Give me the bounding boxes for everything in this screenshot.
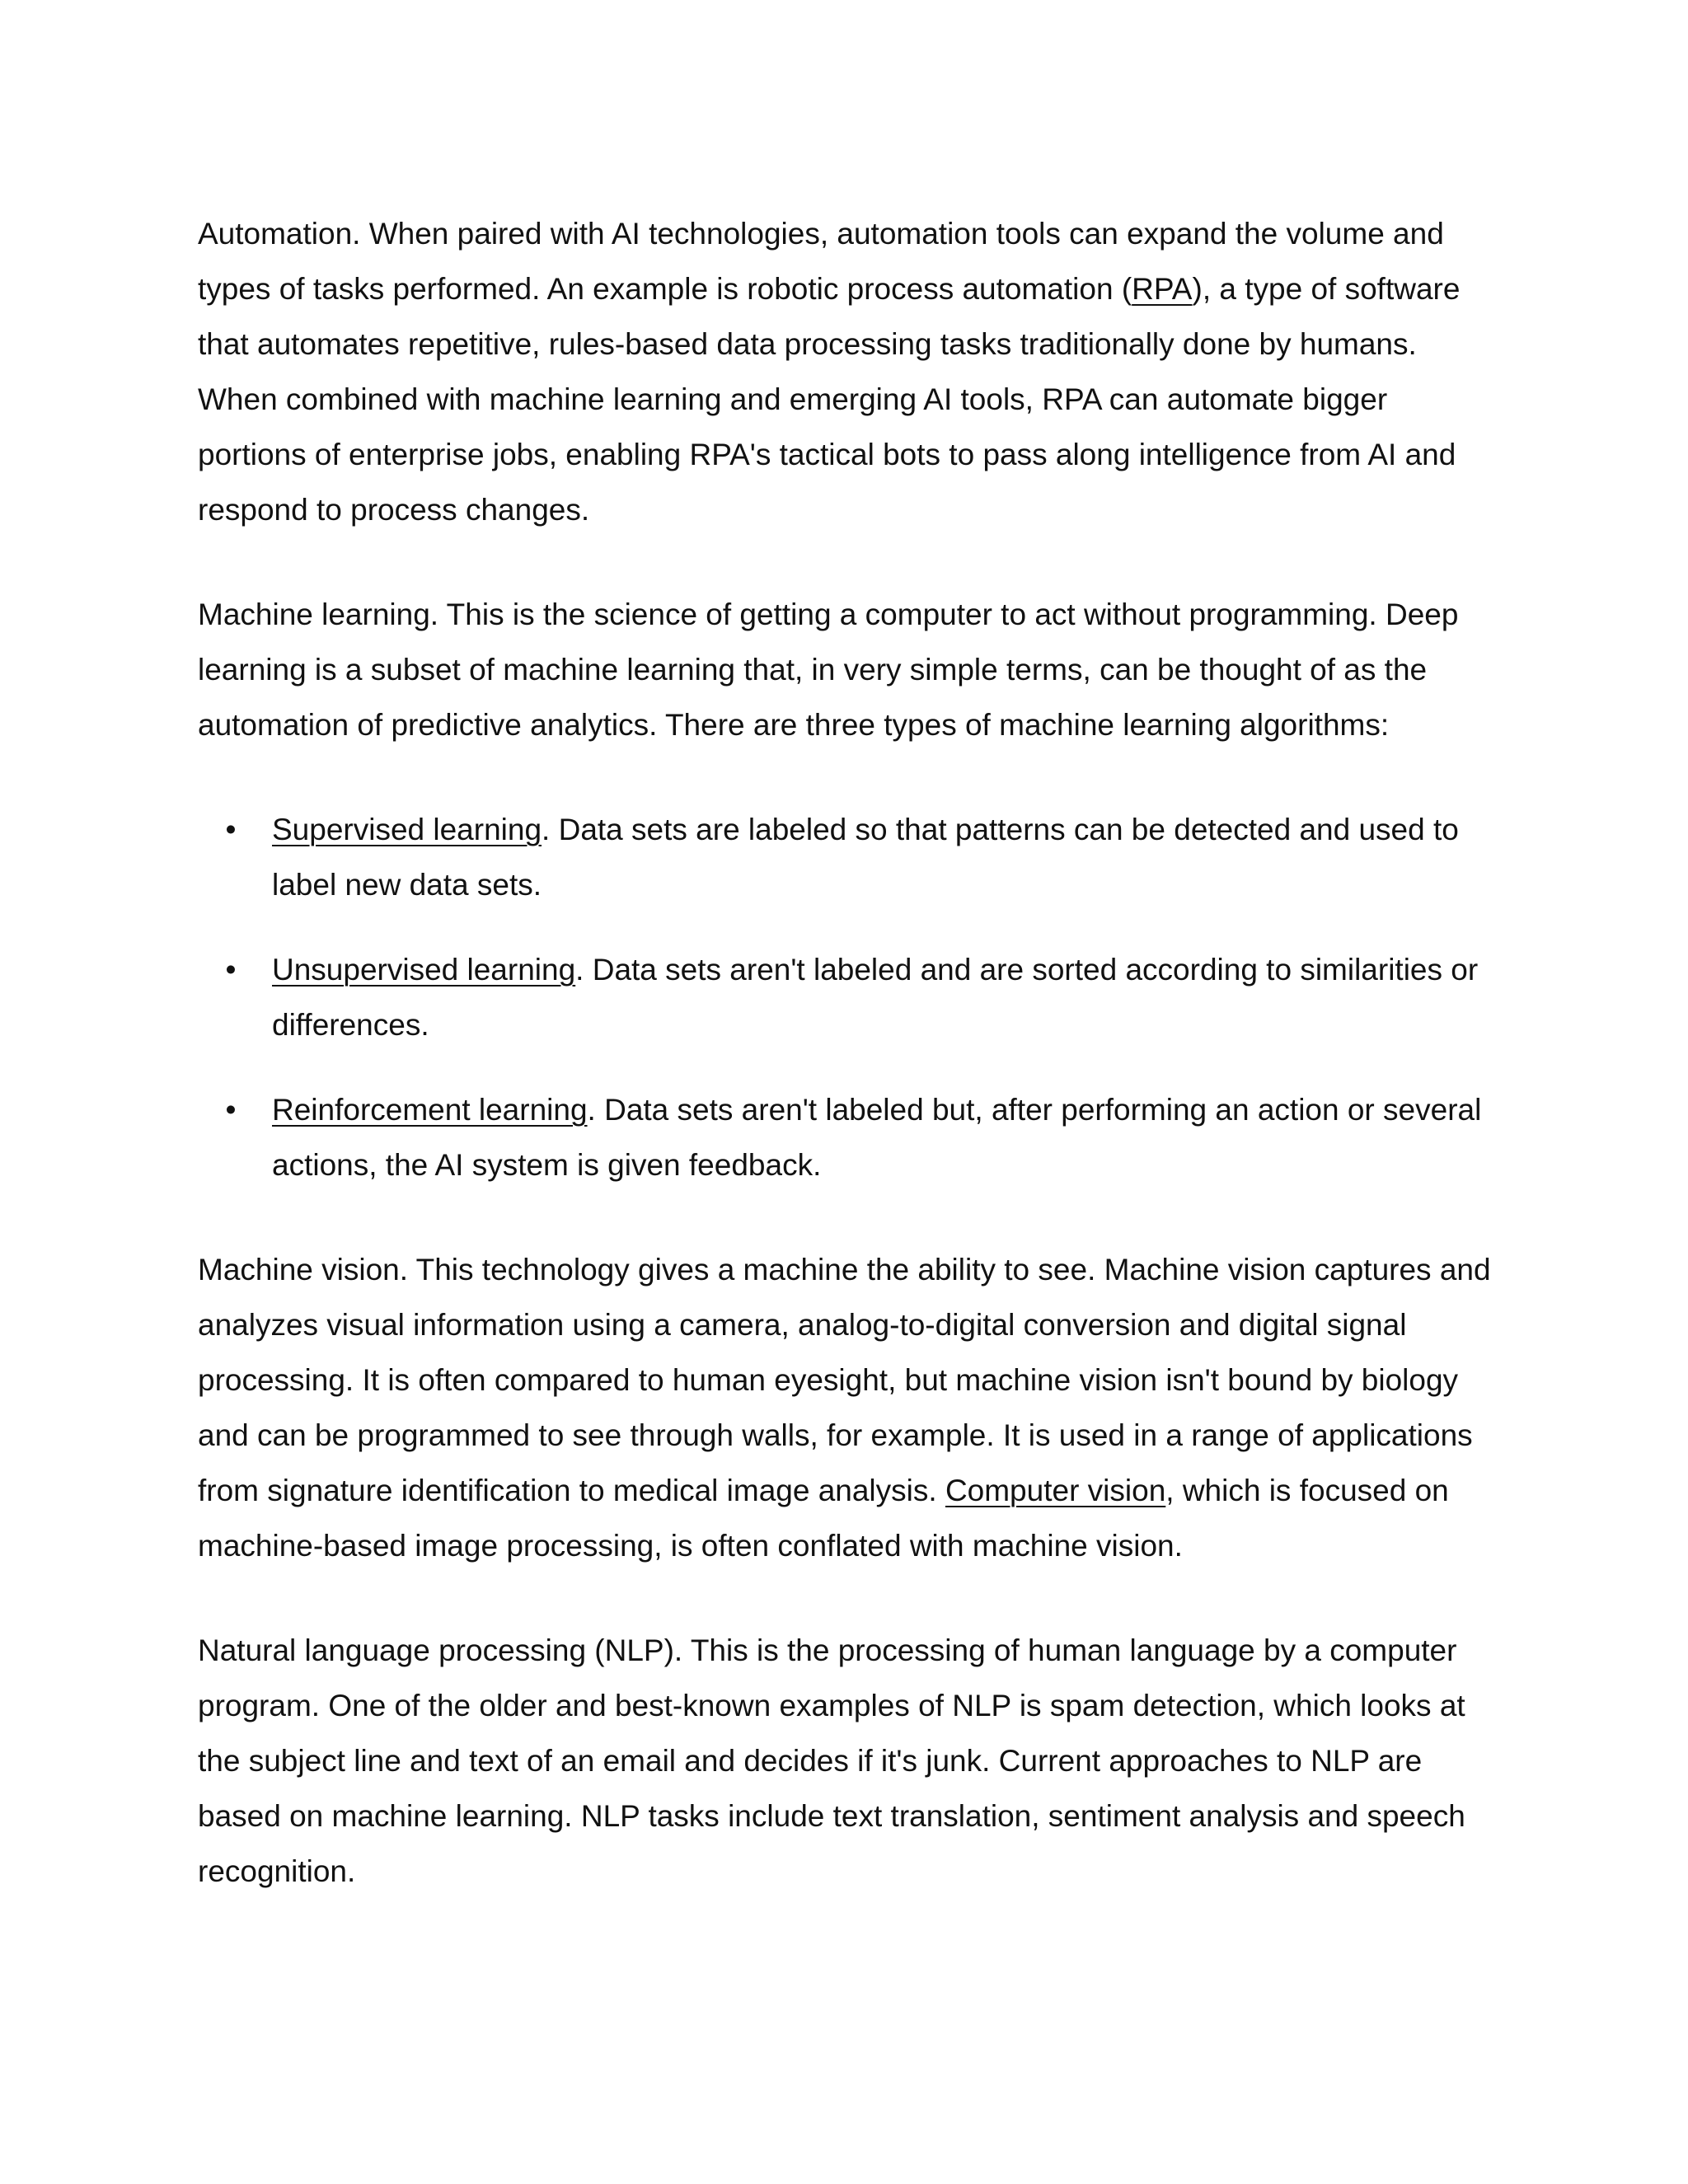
machine-vision-text-after-link: , which is focused on machine-based image processing, is often conflated with machine vision.: [198, 1474, 1449, 1563]
list-item-unsupervised-learning: [198, 942, 1500, 1052]
list-item-supervised-learning: [198, 802, 1500, 912]
machine-vision-text-before-link: Machine vision. This technology gives a machine the ability to see. Machine vision captures and analyzes visual information using a camera, analog-to-digital conversion and digital signal processing. It is often compared to human eyesight, but machine vision isn't bound by biology and can be programmed to see through walls, for example. It is used in a range of applications from signature identification to medical image analysis.: [198, 1253, 1491, 1507]
rpa-link[interactable]: RPA: [1132, 272, 1193, 306]
supervised-learning-description: . Data sets are labeled so that patterns can be detected and used to label new data sets.: [272, 813, 1459, 902]
automation-text-before-link: Automation. When paired with AI technologies, automation tools can expand the volume and types of tasks performed. An example is robotic process automation (: [198, 217, 1444, 306]
machine-learning-paragraph: Machine learning. This is the science of getting a computer to act without programming. Deep learning is a subset of machine learning that, in very simple terms, can be thought of as the automation of predictive analytics. There are three types of machine learning algorithms:: [198, 598, 1459, 742]
machine-vision-paragraph: [198, 1242, 1500, 1573]
supervised-learning-link[interactable]: Supervised learning: [272, 813, 542, 846]
computer-vision-link[interactable]: Computer vision: [945, 1474, 1166, 1507]
reinforcement-learning-link[interactable]: Reinforcement learning: [272, 1093, 588, 1127]
automation-paragraph: [198, 206, 1500, 537]
reinforcement-learning-description: . Data sets aren't labeled but, after performing an action or several actions, the AI system is given feedback.: [272, 1093, 1482, 1182]
nlp-paragraph: Natural language processing (NLP). This is the processing of human language by a computer program. One of the older and best-known examples of NLP is spam detection, which looks at the subject line and text of an email and decides if it's junk. Current approaches to NLP are based on machine learning. NLP tasks include text translation, sentiment analysis and speech recognition.: [198, 1633, 1465, 1888]
unsupervised-learning-link[interactable]: Unsupervised learning: [272, 953, 576, 987]
bullet-icon: •: [225, 953, 237, 987]
automation-text-after-link: ), a type of software that automates repetitive, rules-based data processing tasks traditionally done by humans. When combined with machine learning and emerging AI tools, RPA can automate bigger portions of enterprise jobs, enabling RPA's tactical bots to pass along intelligence from AI and respond to process changes.: [198, 272, 1461, 527]
unsupervised-learning-description: . Data sets aren't labeled and are sorted according to similarities or differences.: [272, 953, 1479, 1042]
bullet-icon: •: [225, 1093, 237, 1127]
list-item-reinforcement-learning: [198, 1082, 1500, 1193]
document-body: [198, 206, 1500, 1899]
machine-learning-types-list: [198, 802, 1500, 1193]
bullet-icon: •: [225, 813, 237, 846]
